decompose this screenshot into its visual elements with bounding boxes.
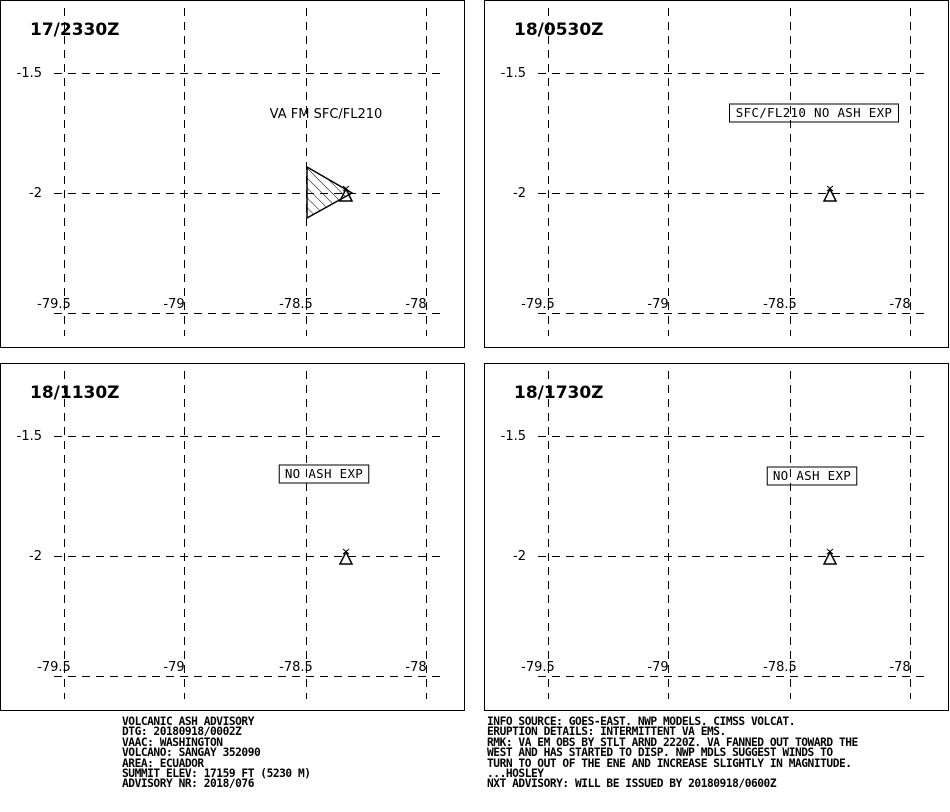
advisory-line: VOLCANIC ASH ADVISORY [122,715,254,728]
map-panel-2 [484,0,949,347]
panel-frame [1,1,465,348]
advisory-line: ...HOSLEY [487,766,544,780]
annotation-text: NO ASH EXP [772,468,852,483]
lon-tick-label: -78.5 [763,660,797,675]
lon-tick-label: -78 [405,297,427,312]
annotation-text: VA FM SFC/FL210 [269,107,383,122]
panel-frame [485,364,949,711]
advisory-line: WEST AND HAS STARTED TO DISP. NWP MDLS SUGGEST WINDS TO [487,746,833,760]
map-panel-1 [0,0,465,347]
lon-tick-label: -79 [647,297,669,312]
lon-tick-label: -79.5 [37,297,71,312]
lat-tick-label: -2 [513,186,526,201]
annotation-text: NO ASH EXP [284,466,364,481]
lat-tick-label: -2 [29,186,42,201]
panel-time-label: 18/1130Z [30,383,120,403]
lon-tick-label: -78.5 [763,297,797,312]
panel-frame [485,1,949,348]
map-panel-2-plot [484,0,950,349]
advisory-line: ADVISORY NR: 2018/076 [122,777,254,791]
lon-tick-label: -79 [163,297,185,312]
advisory-line: SUMMIT ELEV: 17159 FT (5230 M) [122,766,311,780]
lon-tick-label: -78.5 [279,297,313,312]
lon-tick-label: -79.5 [37,660,71,675]
map-panel-4 [484,363,949,710]
lon-tick-label: -78 [889,297,911,312]
lat-tick-label: -1.5 [16,429,42,444]
advisory-line: ERUPTION DETAILS: INTERMITTENT VA EMS. [487,725,726,739]
lon-tick-label: -78.5 [279,660,313,675]
map-panel-3-plot [0,363,466,712]
lon-tick-label: -78 [889,660,911,675]
advisory-line: AREA: ECUADOR [122,756,204,770]
lon-tick-label: -79.5 [521,297,555,312]
lon-tick-label: -78 [405,660,427,675]
panel-time-label: 18/0530Z [514,20,604,40]
advisory-line: NXT ADVISORY: WILL BE ISSUED BY 20180918/0600Z [487,777,777,791]
advisory-line: TURN TO OUT OF THE ENE AND INCREASE SLIGHTLY IN MAGNITUDE. [487,756,852,770]
advisory-line: VOLCANO: SANGAY 352090 [122,746,261,760]
advisory-line: VAAC: WASHINGTON [122,735,223,749]
lon-tick-label: -79 [163,660,185,675]
map-panel-4-plot [484,363,950,712]
lat-tick-label: -2 [513,549,526,564]
map-panel-3 [0,363,465,710]
advisory-summary [122,717,311,790]
ash-cloud-polygon [307,167,352,218]
panel-time-label: 18/1730Z [514,383,604,403]
lat-tick-label: -2 [29,549,42,564]
lat-tick-label: -1.5 [500,66,526,81]
lon-tick-label: -79.5 [521,660,555,675]
panel-frame [1,364,465,711]
lon-tick-label: -79 [647,660,669,675]
advisory-line: INFO SOURCE: GOES-EAST. NWP MODELS. CIMSS VOLCAT. [487,715,795,728]
lat-tick-label: -1.5 [500,429,526,444]
advisory-remarks [487,717,858,790]
panel-time-label: 17/2330Z [30,20,120,40]
map-panel-1-plot [0,0,466,349]
advisory-line: DTG: 20180918/0002Z [122,725,242,739]
annotation-text: SFC/FL210 NO ASH EXP [735,105,893,120]
advisory-line: RMK: VA EM OBS BY STLT ARND 2220Z. VA FANNED OUT TOWARD THE [487,735,858,749]
lat-tick-label: -1.5 [16,66,42,81]
